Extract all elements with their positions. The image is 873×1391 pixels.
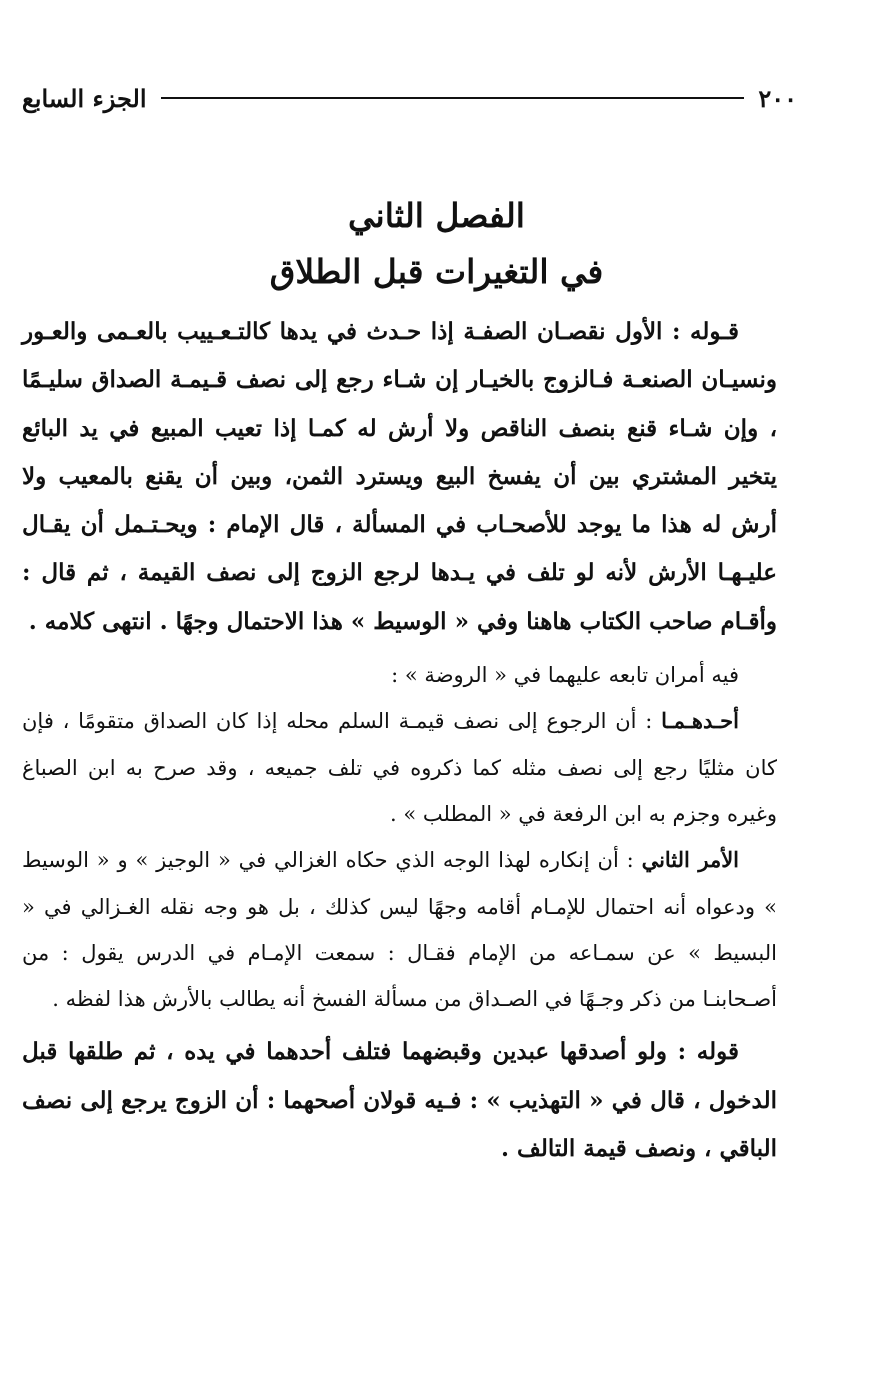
chapter-title: الفصل الثاني (348, 196, 525, 235)
paragraph-first-matter (22, 698, 777, 837)
paragraph-remark: فيه أمران تابعه عليهما في « الروضة » : (391, 663, 739, 688)
paragraph-quote-2: قوله : ولو أصدقها عبدين وقبضهما فتلف أحدهما في يده ، ثم طلقها قبل الدخول ، قال في « التهذيب » : فـيه قولان أصحهما : أن الزوج يرجع إلى نصف الباقي ، ونصف قيمة التالف . (22, 1038, 777, 1163)
second-matter-lead: الأمر الثاني (641, 847, 740, 873)
paragraph-quote-1: قـوله : الأول نقصـان الصفـة إذا حـدث في يدها كالتـعـييب بالعـمى والعـور ونسيـان الصنعـة فـالزوج بالخيـار إن شـاء رجع إلى نصف قـيمـة الصداق سليـمًا ، وإن شـاء قنع بنصف الناقص ولا أرش له كمـا إذا تعيب المبيع في يد البائع يتخير المشتري بين أن يفسخ البيع ويسترد الثمن، وبين أن يقنع بالمعيب ولا أرش له هذا ما يوجد للأصحـاب في المسألة ، قال الإمام : ويحـتـمل أن يقـال عليـهـا الأرش لأنه لو تلف في يـدها لرجع الزوج إلى نصف القيمة ، ثم قال : وأقـام صاحب الكتاب هاهنا وفي « الوسيط » هذا الاحتمال وجهًا . انتهى كلامه . (22, 318, 777, 635)
first-matter-text: : أن الرجوع إلى نصف قيمـة السلم محله إذا كان الصداق متقومًا ، فإن كان مثليًا رجع إلى نصف مثله كما ذكروه في تلف جميعه ، وقد صرح به ابن الصباغ وغيره وجزم به ابن الرفعة في « المطلب » . (22, 709, 777, 826)
header-rule (161, 97, 745, 99)
second-matter-text: : أن إنكاره لهذا الوجه الذي حكاه الغزالي في « الوجيز » و « الوسيط » ودعواه أنه احتمال للإمـام أقامه وجهًا ليس كذلك ، بل هو وجه نقله الغـزالي في « البسيط » عن سمـاعه من الإمام فقـال : سمعت الإمـام في الدرس يقول : من أصـحابنـا من ذكر وجـهًا في الصـداق من مسألة الفسخ أنه يطالب بالأرش هذا لفظه . (22, 848, 777, 1012)
first-matter-lead: أحـدهـمـا (661, 708, 739, 734)
page-header (22, 78, 797, 118)
chapter-subtitle: في التغيرات قبل الطلاق (269, 252, 604, 291)
paragraph-second-matter (22, 837, 777, 1022)
running-title: الجزء السابع (22, 83, 147, 113)
page-number: ٢٠٠ (758, 83, 797, 113)
body-text (22, 308, 777, 1173)
